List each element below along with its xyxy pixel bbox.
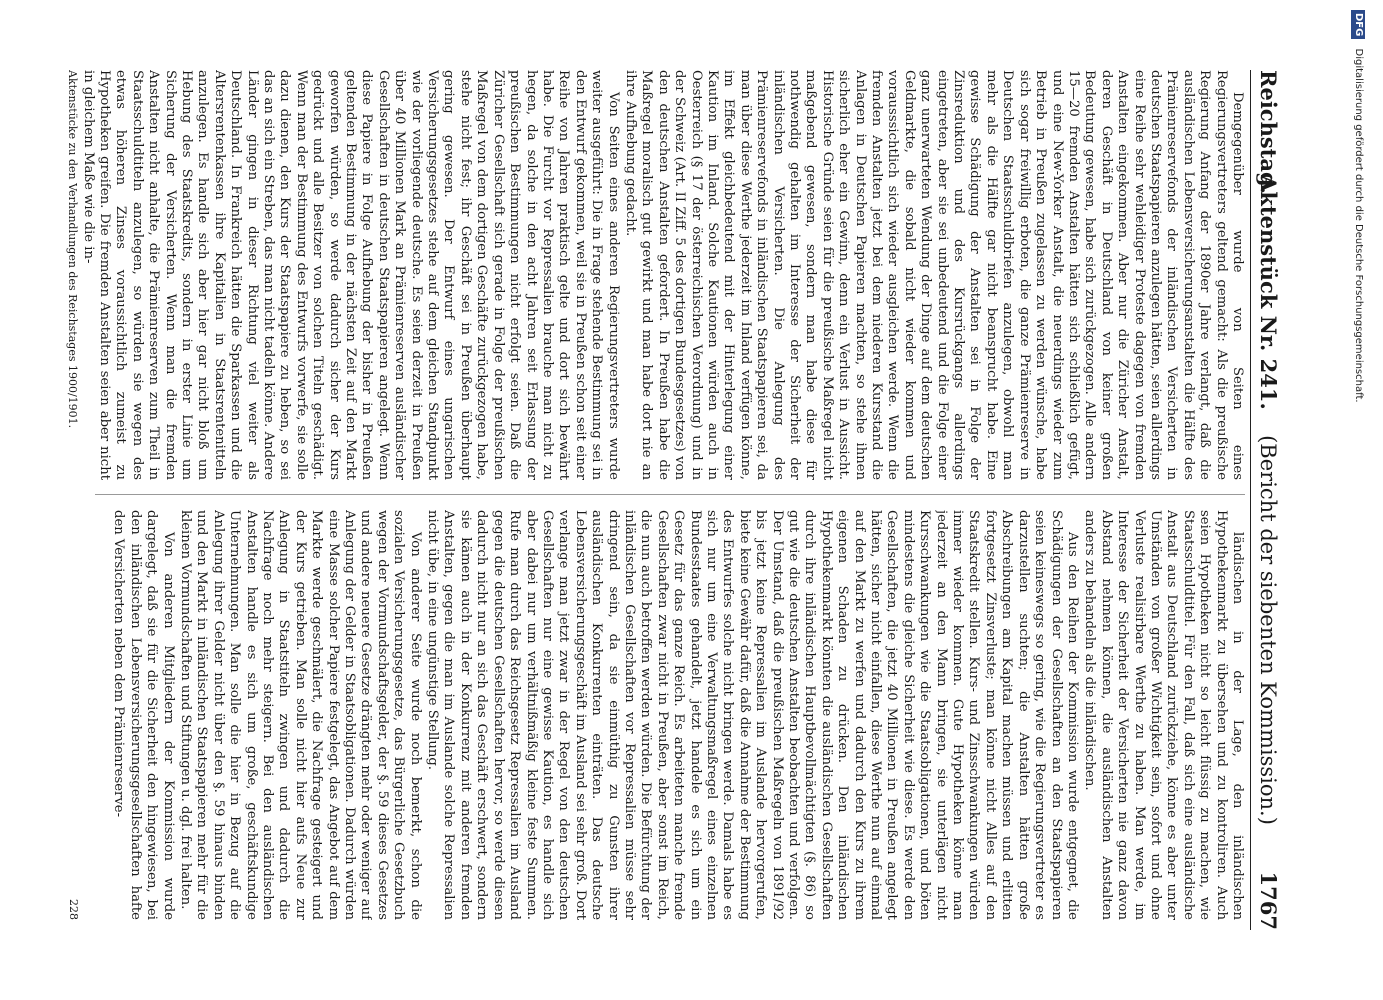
paragraph: Von Seiten eines anderen Regierungsvertreters wurde weiter ausgeführt: Die in Frage stehende Bestimmung sei in den Entwurf gekommen, weil sie in Preußen schon seit einer Reihe von Jahren praktisch gelte und dort sich bewährt habe. Die Furcht vor Repressalien brauche man nicht zu hegen, da solche in den acht Jahren seit Erlassung der preußischen Bestimmungen nicht erfolgt seien. Daß die Züricher Gesellschaft sich gerade in Folge der preußischen Maßregel von dem dortigen Geschäfte zurückgezogen habe, stehe nicht fest; ihr Geschäft sei in Preußen überhaupt gering gewesen. Der Entwurf eines ungarischen Versicherungsgesetzes stehe auf dem gleichen Standpunkt wie der vorliegende deutsche. Es seien derzeit in Preußen über 40 Millionen Mark an Prämienreserven ausländischer Gesellschaften in deutschen Staatspapieren angelegt. Wenn diese Papiere in Folge Aufhebung der bisher in Preußen geltenden Bestimmung in der nächsten Zeit auf den Markt geworfen würden, so werde dadurch sicher der Kurs gedrückt und alle Besitzer von solchen Titeln geschädigt. Wenn man der Bestimmung des Entwurfs vorwerfe, sie solle dazu dienen, den Kurs der Staatspapiere zu heben, so sei das an sich ein Streben, das man nicht tadeln könne. Andere Länder gingen in dieser Richtung viel weiter als Deutschland. In Frankreich hätten die Sparkassen und die Altersrentenkassen ihre Kapitalien in Staatsrentenitteln anzulegen. Es handle sich aber hier gar nicht bloß um Hebung des Staatskredits, sondern in erster Linie um Sicherung der Versicherten. Wenn man die fremden Anstalten nicht anhalte, die Prämienreserven zum Theil in Staatsschuldtiteln anzulegen, so würden sie wegen des etwas höheren Zinses voraussichtlich zumeist zu Hypotheken greifen. Die fremden Anstalten seien aber nicht in gleichem Maße wie die in- [80,70,621,480]
paragraph: Von anderen Mitgliedern der Kommission wurde dargelegt, daß sie für die Sicherheit den hingewiesen, bei den inländischen Lebensversicherungsgesellschaften hafte den Versicherten neben dem Prämienreserve- [111,510,176,920]
paragraph: Aus den Reihen der Kommission wurde entgegnet, die Schädigungen der Gesellschaften an den Staatspapieren seien keineswegs so gering, wie die Regierungsvertreter es darzustellen suchten; die Anstalten hätten große Abschreibungen am Kapital machen müssen und erlitten fortgesetzt Zinsverluste; man könne nicht Alles auf den Staatskredit stellen. Kurs- und Zinsschwankungen würden immer wieder kommen. Gute Hypotheken könne man jederzeit an den Mann bringen, sie unterlägen nicht Kursschwankungen wie die Staatsobligationen, und böten mindestens die gleiche Sicherheit wie diese. Es werde den Gesellschaften, die jetzt 40 Millionen in Preußen angelegt hätten, sicher nicht einfallen, diese Werthe nun auf einmal auf den Markt zu werfen und dadurch den Kurs zu ihrem eigenen Schaden zu drücken. Den inländischen Hypothekenmarkt könnten die ausländischen Gesellschaften durch ihre inländischen Hauptbevollmächtigten (§. 86) so gut wie die deutschen Anstalten beobachten und verfolgen. Der Umstand, daß die preußischen Maßregeln von 1891/92 bis jetzt keine Repressalien im Auslande hervorgerufen, biete keine Gewähr dafür, daß die Annahme der Bestimmung des Entwurfes solche nicht bringen werde. Damals habe es sich nur um eine Verwaltungsmaßregel eines einzelnen Bundesstaates gehandelt, jetzt handele es sich um ein Gesetz für das ganze Reich. Es arbeiteten manche fremde Gesellschaften zwar nicht in Preußen, aber sonst im Reich, die nun auch betroffen werden würden. Die Befürchtung der inländischen Gesellschaften vor Repressalien müsse sehr dringend sein, da sie einmüthig zu Gunsten ihrer ausländischen Konkurrenten einträten. Das deutsche Lebensversicherungsgeschäft im Ausland sei sehr groß. Dort verlange man jetzt zwar in der Regel von den deutschen Gesellschaften nur eine gewisse Kaution, es handle sich aber dabei nur um verhältnißmäßig kleine feste Summen. Rufe man durch das Reichsgesetz Repressalien im Ausland gegen die deutschen Gesellschaften hervor, so werde diesen dadurch nicht nur an sich das Geschäft erschwert, sondern sie kämen auch in der Konkurrenz mit anderen fremden Anstalten, gegen die man im Auslande solche Repressalien nicht übe, in eine ungünstige Stellung. [425,510,1080,920]
paragraph: Demgegenüber wurde von Seiten eines Regierungsvertreters geltend gemacht: Als die preußische Regierung Anfang der 1890er Jahre verlangt, daß die ausländischen Lebensversicherungsanstalten die Hälfte des Prämienreservefonds der inländischen Versicherten in deutschen Staatspapieren anzulegen hätten, seien allerdings eine Reihe sehr wehleidiger Proteste dagegen von fremden Anstalten eingekommen. Aber nur die Züricher Anstalt, deren Geschäft in Deutschland von keiner großen Bedeutung gewesen, habe sich zurückgezogen. Alle andern 15—20 fremden Anstalten hätten sich schließlich gefügt, und eine New-Yorker Anstalt, die neuerdings wieder zum Betrieb in Preußen zugelassen zu werden wünsche, habe sich sogar freiwillig erboten, die ganze Prämienreserve in Deutschen Staatsschuldbriefen anzulegen, obwohl man mehr als die Hälfte gar nicht beansprucht habe. Eine gewisse Schädigung der Anstalten sei in Folge der Zinsreduktion und des Kursrückgangs allerdings eingetreten, aber sie sei unbedeutend und die Folge einer ganz unerwarteten Wendung der Dinge auf dem deutschen Geldmarkte, die sobald nicht wieder kommen und vorausssichtlich sich wieder ausgleichen werde. Wenn die fremden Anstalten jetzt bei dem niederen Kursstand die Anlagen in Deutschen Papieren machten, so stehe ihnen sicherlich eher ein Gewinn, denn ein Verlust in Aussicht. Historische Gründe seien für die preußische Maßregel nicht maßgebend gewesen, sondern man habe diese für nothwendig gehalten im Interesse der Sicherheit der inländischen Versicherten. Die Anlegung des Prämienreservefonds in inländischen Staatspapieren sei, da man über diese Werthe jederzeit im Inland verfügen könne, im Effekt gleichbedeutend mit der Hinterlegung einer Kaution im Inland. Solche Kautionen würden auch in Oesterreich (§ 17 der österreichischen Verordnung) und in der Schweiz (Art. II Ziff. 5 des dortigen Bundesgesetzes) von den deutschen Anstalten gefordert. In Preußen habe die Maßregel moralisch gut gewirkt und man habe dort nie an ihre Aufhebung gedacht. [622,70,1245,480]
digitization-note [1349,10,1367,990]
right-column [65,510,1245,920]
left-column [65,70,1245,480]
dfg-logo: DFG [1351,10,1365,39]
digitization-credit: Digitalisierung gefördert durch die Deutsche Forschungsgemeinschaft. [1353,48,1364,403]
column-divider [95,494,1245,495]
page-header [1250,70,1285,930]
paragraph: ländischen in der Lage, den inländischen Hypothekenmarkt zu übersehen und zu kontroliren. Auch seien Hypotheken nicht so leicht flüssig zu machen, wie Staatsschuldtitel. Für den Fall, daß sich eine ausländische Anstalt aus Deutschland zurückziehe, könne es aber unter Umständen von großer Wichtigkeit sein, sofort und ohne Verluste realisirbare Werthe zu haben. Man werde, im Interesse der Sicherheit der Versicherten nie ganz davon Abstand nehmen können, die ausländischen Anstalten anders zu behandeln als die inländischen. [1082,510,1245,920]
header-report-title: (Bericht der siebenten Kommission.) [1256,435,1280,825]
page-footer-note: Aktenstücke zu den Verhandlungen des Reichstages 1900/1901. [66,70,79,429]
paragraph: Von anderer Seite wurde noch bemerkt, schon die sozialen Versicherungsgesetze, das Bürgerliche Gesetzbuch wegen der Vormundschaftsgelder, der §. 59 dieses Gesetzes und andere neuere Gesetze drängten mehr oder weniger auf Anlegung der Gelder in Staatsobligationen. Dadurch würden eine Masse solcher Papiere festgelegt, das Angebot auf dem Markte werde geschmälert, die Nachfrage gesteigert und der Kurs getrieben. Man solle nicht hier aufs Neue zur Anlegung in Staatstiteln zwingen und dadurch die Nachfrage noch mehr steigern. Bei den ausländischen Anstalten handle es sich um große, geschäftskundige Unternehmungen. Man solle die hier in Bezug auf die Anlegung ihrer Gelder nicht über den §. 59 hinaus binden und den Markt in inländischen Staatspapieren mehr für die kleinen Vormundschaften und Stiftungen u. dgl. frei halten. [178,510,423,920]
header-document-number: Aktenstück Nr. 241. [1256,175,1281,410]
header-left: Reichstag. [1256,70,1281,194]
scanned-page [55,70,1285,930]
header-center [1251,70,1285,930]
page-number: 1767 [1256,871,1281,930]
sheet-signature: 228 [67,899,81,920]
